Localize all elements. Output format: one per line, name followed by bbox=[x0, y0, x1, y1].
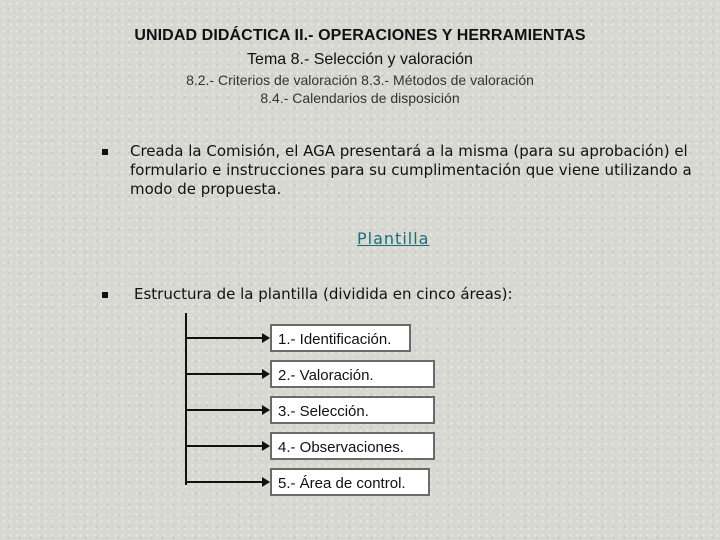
area-box-control: 5.- Área de control. bbox=[270, 468, 430, 496]
intro-paragraph: Creada la Comisión, el AGA presentará a la misma (para su aprobación) el formulario e instrucciones para su cumplimentación que viene utilizando a modo de propuesta. bbox=[130, 142, 692, 198]
topic-title: Tema 8.- Selección y valoración bbox=[247, 51, 473, 68]
bullet-square-icon bbox=[102, 149, 108, 155]
sections-line-1: 8.2.- Criterios de valoración 8.3.- Métodos de valoración bbox=[186, 72, 534, 88]
arrow-right-icon bbox=[187, 337, 269, 339]
plantilla-subtitle: Plantilla bbox=[357, 229, 430, 248]
structure-paragraph: Estructura de la plantilla (dividida en cinco áreas): bbox=[134, 285, 513, 303]
arrow-right-icon bbox=[187, 409, 269, 411]
arrow-right-icon bbox=[187, 373, 269, 375]
area-box-valoracion: 2.- Valoración. bbox=[270, 360, 435, 388]
area-box-identificacion: 1.- Identificación. bbox=[270, 324, 411, 352]
arrow-right-icon bbox=[187, 445, 269, 447]
unit-title: UNIDAD DIDÁCTICA II.- OPERACIONES Y HERRAMIENTAS bbox=[134, 27, 586, 44]
bullet-square-icon bbox=[102, 292, 108, 298]
sections-line-2: 8.4.- Calendarios de disposición bbox=[260, 90, 460, 106]
area-box-observaciones: 4.- Observaciones. bbox=[270, 432, 435, 460]
area-box-seleccion: 3.- Selección. bbox=[270, 396, 435, 424]
arrow-right-icon bbox=[187, 481, 269, 483]
